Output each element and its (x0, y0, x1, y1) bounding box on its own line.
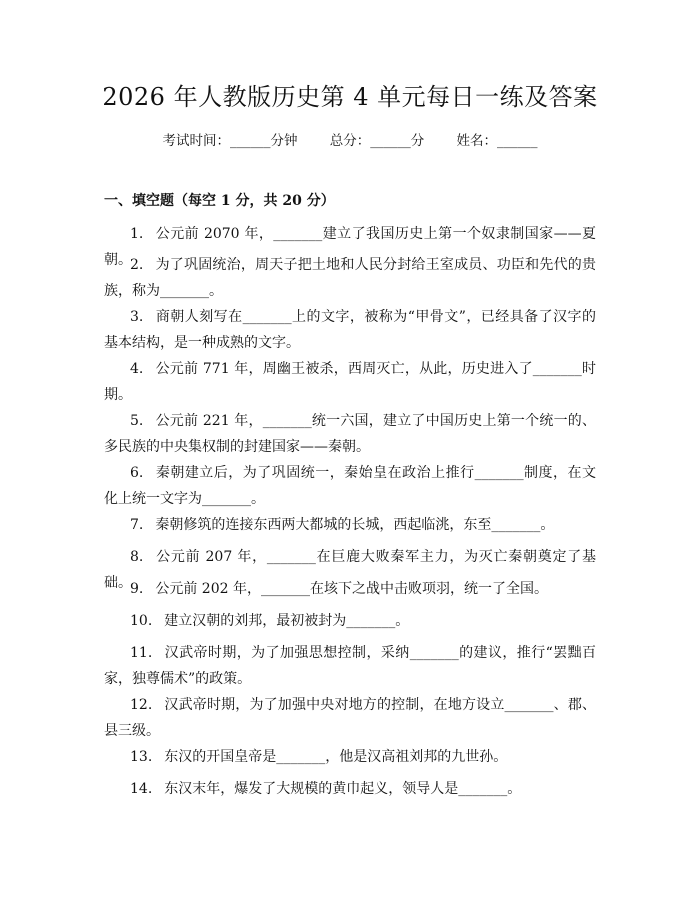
question-number: 6. (130, 465, 144, 481)
question-item (104, 640, 596, 692)
question-item (104, 692, 596, 744)
question-text: 东汉的开国皇帝是_______，他是汉高祖刘邦的九世孙。 (164, 749, 508, 765)
question-number: 9. (130, 581, 144, 597)
question-item (104, 512, 596, 538)
question-text: 秦朝修筑的连接东西两大都城的长城，西起临洮，东至_______。 (155, 517, 555, 533)
question-text: 公元前 207 年，_______在巨鹿大败秦军主力，为灭亡秦朝奠定了基础。 (104, 549, 596, 591)
exam-time-field: 考试时间：______分钟 (162, 133, 298, 149)
question-text: 秦朝建立后，为了巩固统一，秦始皇在政治上推行_______制度，在文化上统一文字为_______。 (104, 465, 596, 507)
question-item (104, 460, 596, 512)
question-text: 汉武帝时期，为了加强思想控制，采纳_______的建议，推行“罢黜百家，独尊儒术”的政策。 (104, 645, 596, 687)
question-number: 14. (130, 781, 153, 797)
question-text: 公元前 771 年，周幽王被杀，西周灭亡，从此，历史进入了_______时期。 (104, 361, 596, 403)
question-number: 5. (130, 413, 144, 429)
question-number: 7. (130, 517, 144, 533)
student-name-field: 姓名：______ (456, 133, 538, 149)
question-item (104, 744, 596, 770)
question-item (104, 608, 596, 634)
question-text: 为了巩固统治，周天子把土地和人民分封给王室成员、功臣和先代的贵族，称为_______。 (104, 257, 596, 299)
question-number: 11. (130, 645, 153, 661)
question-number: 8. (130, 549, 144, 565)
question-number: 1. (130, 226, 144, 242)
question-number: 2. (130, 257, 144, 273)
question-number: 3. (130, 309, 144, 325)
document-title: 2026 年人教版历史第 4 单元每日一练及答案 (102, 83, 598, 111)
question-text: 东汉末年，爆发了大规模的黄巾起义，领导人是_______。 (164, 781, 522, 797)
question-text: 公元前 221 年，_______统一六国，建立了中国历史上第一个统一的、多民族的中央集权制的封建国家——秦朝。 (104, 413, 596, 455)
question-item (104, 304, 596, 356)
question-number: 12. (130, 697, 153, 713)
question-text: 公元前 202 年，_______在垓下之战中击败项羽，统一了全国。 (155, 581, 548, 597)
exam-info-line (0, 131, 700, 151)
question-item (104, 576, 596, 602)
question-text: 建立汉朝的刘邦，最初被封为_______。 (164, 613, 410, 629)
question-text: 公元前 2070 年，_______建立了我国历史上第一个奴隶制国家——夏朝。 (104, 226, 596, 268)
question-number: 4. (130, 361, 144, 377)
question-item (104, 776, 596, 802)
question-number: 13. (130, 749, 153, 765)
section-heading: 一、填空题（每空 1 分，共 20 分） (104, 193, 335, 209)
question-item (104, 356, 596, 408)
question-text: 汉武帝时期，为了加强中央对地方的控制，在地方设立_______、郡、县三级。 (104, 697, 596, 739)
question-item (104, 252, 596, 304)
total-score-field: 总分：______分 (329, 133, 425, 149)
question-text: 商朝人刻写在_______上的文字，被称为“甲骨文”，已经具备了汉字的基本结构，是一种成熟的文字。 (104, 309, 596, 351)
question-item (104, 408, 596, 460)
question-number: 10. (130, 613, 153, 629)
